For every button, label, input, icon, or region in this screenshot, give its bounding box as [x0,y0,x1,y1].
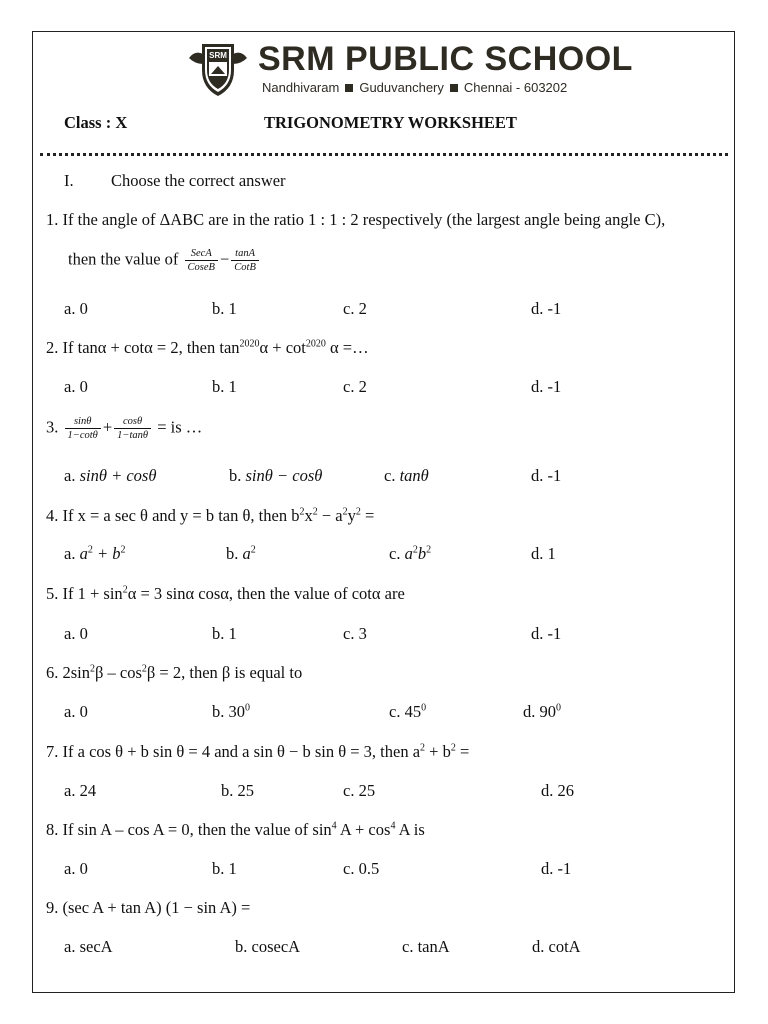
address-part: Chennai - 603202 [463,80,568,95]
school-crest-logo [185,40,251,100]
option-a: a. 0 [64,624,88,643]
option-c: c. 25 [343,781,376,800]
question-5-text: 5. If $1 + \sin^2\alpha = 3$ sinα cosα, then the value of cotα are [46,584,405,603]
fraction: $\frac{\text{SecA}}{\text{CoseB}}$ [185,247,218,274]
option-d: d. cotA [532,937,581,956]
crest-emblem-text: SRM [209,51,227,60]
option-b: b. 25 [221,781,254,800]
option-c: c. 0.5 [343,859,380,878]
option-a: a. 0 [64,299,88,318]
question-1-expression [68,247,261,274]
school-name: SRM PUBLIC SCHOOL [258,40,633,78]
option-d: d. 1 [531,544,556,563]
square-bullet-icon [345,84,353,92]
fraction: $\frac{\tan A}{\text{CotB}}$ [231,247,259,274]
school-address [262,80,567,95]
option-b: b. 1 [212,859,237,878]
option-d: d. -1 [531,466,562,485]
option-b: b. 1 [212,624,237,643]
fraction: $\frac{\cos\theta}{1-\tan\theta}$ [114,415,151,442]
question-2-text: 2. If tanα + cotα = 2, then $\tan^{2020}\alpha + \cot^{2020} \alpha$ =… [46,338,369,357]
option-c: c. 2 [343,377,367,396]
dotted-divider [40,153,728,156]
plus-sign: + [102,417,113,437]
question-9-text: 9. (sec A + tan A) (1 − sin A) = [46,898,251,917]
option-a: a. 0 [64,702,88,721]
option-d: d. $90^0$ [523,702,561,721]
option-d: d. -1 [541,859,572,878]
option-d: d. -1 [531,299,562,318]
section-instruction: Choose the correct answer [111,171,286,190]
question-8-text: 8. If sin A – cos A = 0, then the value of $\sin^4 A + \cos^4 A$ is [46,820,425,839]
worksheet-title: TRIGONOMETRY WORKSHEET [264,113,517,132]
section-number: I. [64,171,74,190]
option-a: a. secA [64,937,113,956]
question-7-text: 7. If a cos θ + b sin θ = 4 and a sin θ − b sin θ = 3, then $a^2 + b^2$ = [46,742,470,761]
option-b: b. $a^2$ [226,544,256,563]
address-part: Guduvanchery [359,80,444,95]
question-4-text: 4. If x = a sec θ and y = b tan θ, then $b^2x^2 - a^2y^2$ = [46,506,375,525]
option-c: c. tanθ [384,466,429,485]
option-d: d. 26 [541,781,574,800]
option-b: b. 1 [212,299,237,318]
minus-sign: − [219,249,230,269]
option-b: b. sinθ − cosθ [229,466,323,485]
square-bullet-icon [450,84,458,92]
question-1-text: 1. If the angle of ΔABC are in the ratio 1 : 1 : 2 respectively (the largest angle being angle C), [46,210,666,229]
option-c: c. $a^2b^2$ [389,544,432,563]
class-label: Class : X [64,113,128,132]
option-c: c. 2 [343,299,367,318]
fraction: $\frac{\sin\theta}{1-\cot\theta}$ [65,415,101,442]
option-b: b. 1 [212,377,237,396]
question-6-text: 6. $2\sin^2\beta - \cos^2\beta = 2$, then β is equal to [46,663,303,682]
question-3-text: 3. $\frac{\sin\theta}{1-\cot\theta}$ + $\frac{\cos\theta}{1-\tan\theta}$ = is … [46,416,203,441]
option-a: a. $a^2 + b^2$ [64,544,126,563]
question-1-prefix: then the value of [68,249,179,269]
option-a: a. 0 [64,377,88,396]
option-c: c. $45^0$ [389,702,427,721]
option-a: a. sinθ + cosθ [64,466,157,485]
option-d: d. -1 [531,377,562,396]
address-part: Nandhivaram [262,80,340,95]
option-c: c. 3 [343,624,367,643]
option-d: d. -1 [531,624,562,643]
option-b: b. $30^0$ [212,702,250,721]
option-a: a. 24 [64,781,97,800]
option-b: b. cosecA [235,937,301,956]
option-c: c. tanA [402,937,450,956]
option-a: a. 0 [64,859,88,878]
